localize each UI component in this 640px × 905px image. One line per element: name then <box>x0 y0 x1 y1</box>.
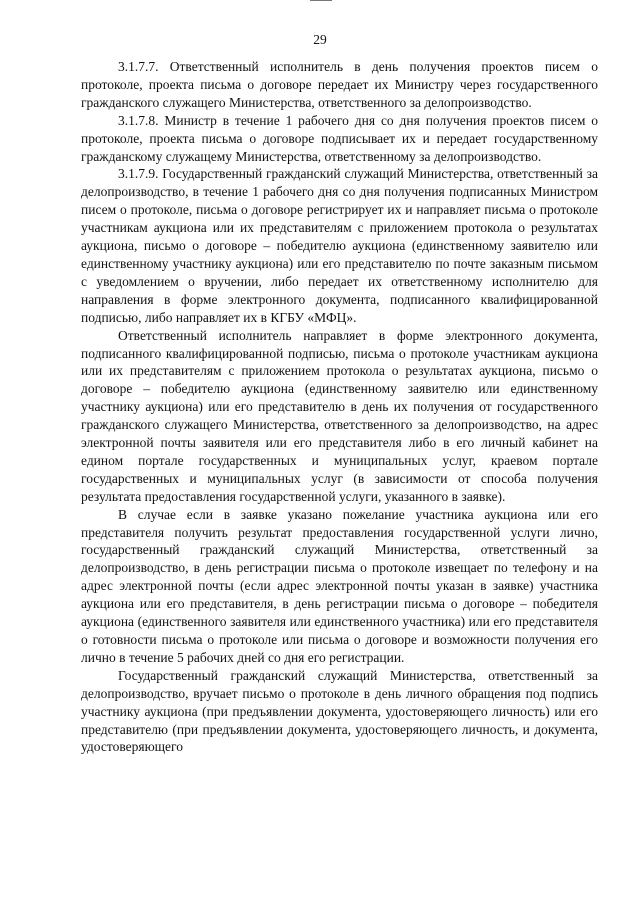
top-edge-mark <box>310 0 332 7</box>
paragraph-handover-under-signature: Государственный гражданский служащий Министерства, ответственный за делопроизводство, вручает письмо о протоколе в день личного обращения под подпись участнику аукциона (при предъявлении документа, удостоверяющего личность) или его представителю (при предъявлении документа, удостоверяющего личность, и документа, удостоверяющего <box>81 667 598 755</box>
paragraph-3-1-7-7: 3.1.7.7. Ответственный исполнитель в день получения проектов писем о протоколе, проекта письма о договоре передает их Министру через государственного гражданского служащего Министерства, ответственного за делопроизводство. <box>81 59 598 110</box>
page-number: 29 <box>313 32 327 47</box>
paragraph-electronic-delivery: Ответственный исполнитель направляет в форме электронного документа, подписанного квалифицированной подписью, письма о протоколе участникам аукциона или их представителям с приложением протокола о результатах аукциона, письмо о договоре – победителю аукциона (единственному заявителю или единственному участнику аукциона) или его представителю в день их получения от государственного гражданского служащего Министерства, ответственного за делопроизводство, на адрес электронной почты заявителя или его представителя либо в его личный кабинет на едином портале государственных и муниципальных услуг, краевом портале государственных и муниципальных услуг (в зависимости от способа получения результата предоставления государственной услуги, указанного в заявке). <box>81 327 598 504</box>
paragraph-3-1-7-8: 3.1.7.8. Министр в течение 1 рабочего дня со дня получения проектов писем о протоколе, проекта письма о договоре подписывает их и передает государственному гражданскому служащему Министерства, ответственному за делопроизводство. <box>81 112 598 164</box>
paragraph-personal-receipt: В случае если в заявке указано пожелание участника аукциона или его представителя получить результат предоставления государственной услуги лично, государственный гражданский служащий Министерства, ответственный за делопроизводство, в день регистрации письма о протоколе извещает по телефону и на адрес электронной почты (если адрес электронной почты указан в заявке) участника аукциона или его представителя, в день регистрации письма о договоре – победителя аукциона (единственного заявителя или единственного участника) или его представителя о готовности письма о протоколе или письма о договоре и возможности получения его лично в течение 5 рабочих дней со дня его регистрации. <box>81 506 598 665</box>
paragraph-3-1-7-9: 3.1.7.9. Государственный гражданский служащий Министерства, ответственный за делопроизводство, в течение 1 рабочего дня со дня получения подписанных Министром писем о протоколе, письма о договоре регистрирует их и направляет письма о протоколе участникам аукциона или их представителям с приложением протокола о результатах аукциона, письмо о договоре – победителю аукциона (единственному заявителю или единственному участнику аукциона) или его представителю по почте заказным письмом с уведомлением о вручении, либо передает их ответственному исполнителю для направления в форме электронного документа, подписанного квалифицированной подписью, либо направляет их в КГБУ «МФЦ». <box>81 166 598 325</box>
document-body <box>81 58 598 756</box>
